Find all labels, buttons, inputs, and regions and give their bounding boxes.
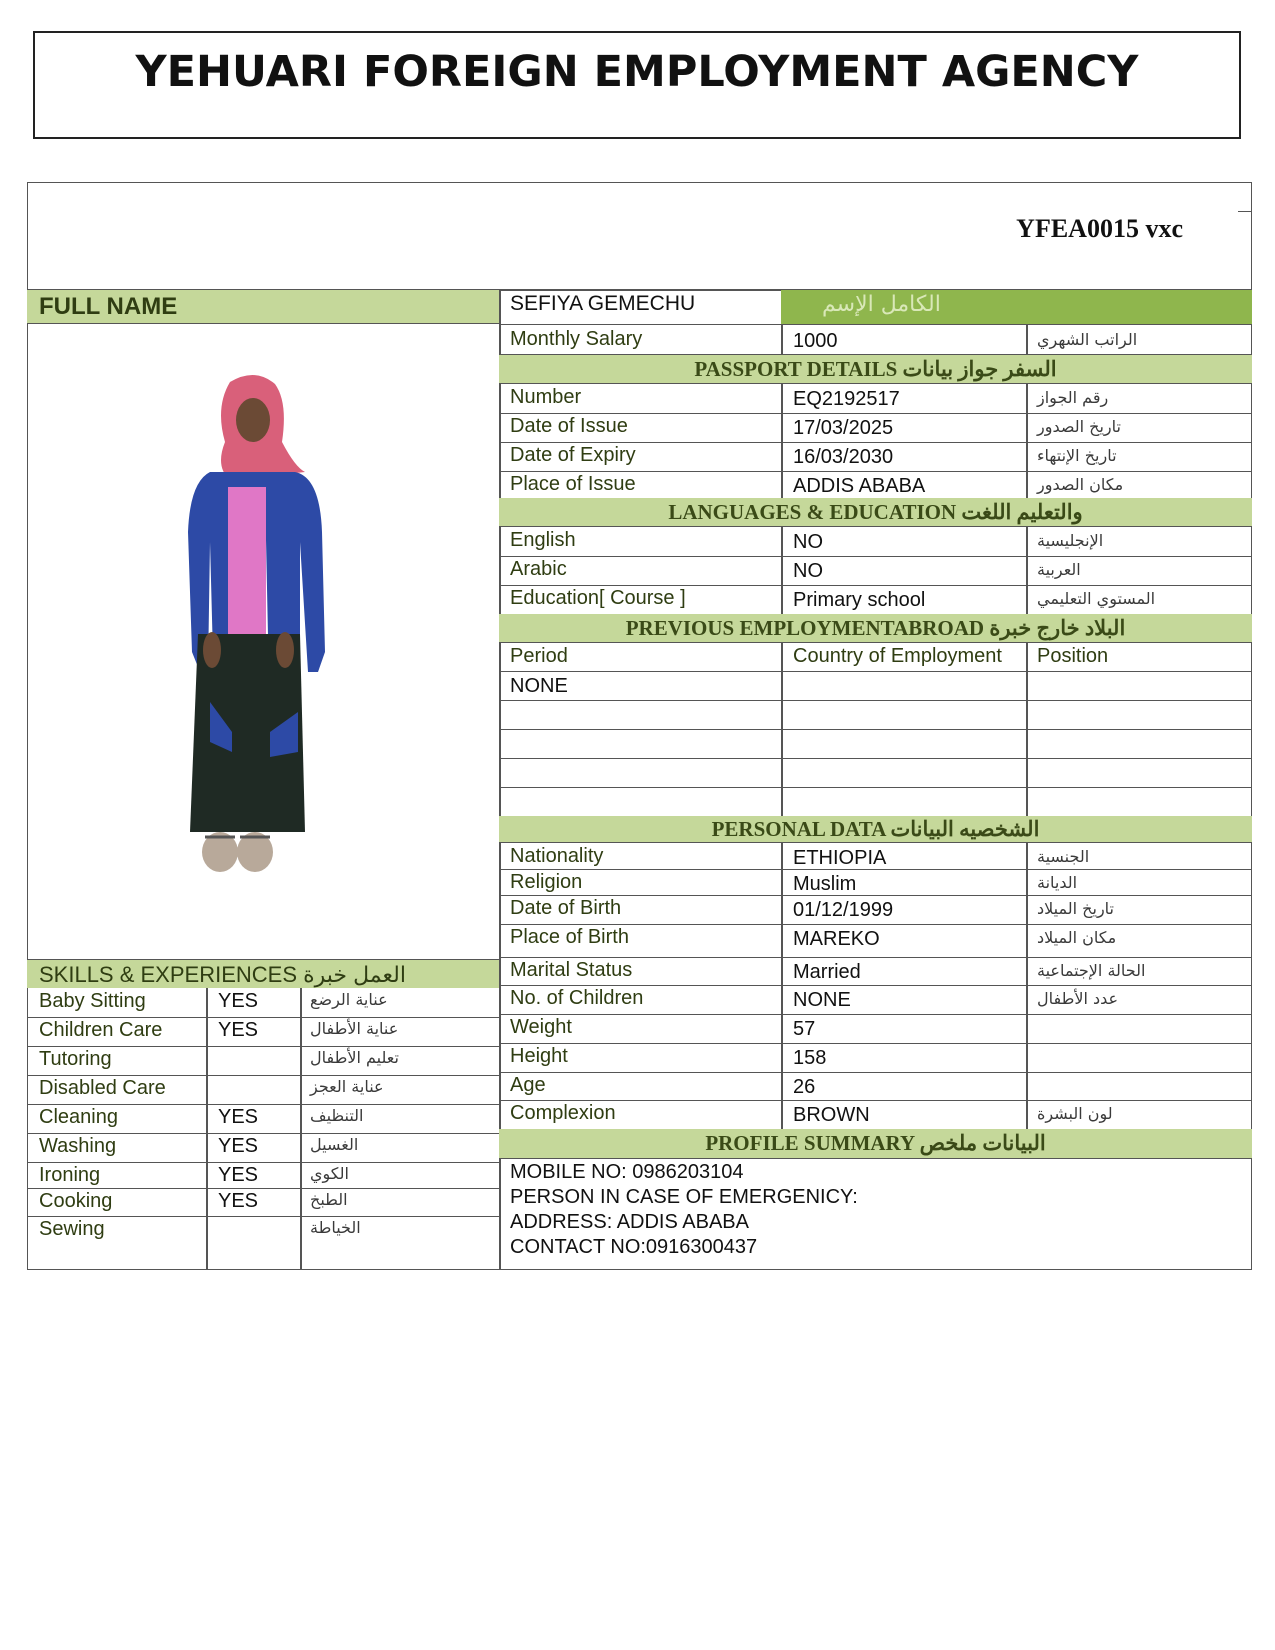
divider: [499, 383, 1252, 384]
divider: [1026, 957, 1028, 985]
personal-row-label: Date of Birth: [510, 897, 622, 919]
divider: [499, 526, 1252, 527]
divider: [1026, 442, 1028, 471]
passport-header: PASSPORT DETAILS السفر جواز بيانات: [499, 355, 1252, 383]
language-row-ar: المستوي التعليمي: [1037, 589, 1156, 608]
divider: [1026, 843, 1028, 869]
candidate-photo: [170, 372, 350, 920]
personal-row-ar: مكان الميلاد: [1037, 928, 1117, 947]
passport-row-value: ADDIS ABABA: [793, 475, 926, 497]
divider: [499, 585, 1252, 586]
personal-row-ar: الحالة الإجتماعية: [1037, 961, 1146, 980]
divider: [300, 988, 302, 1269]
divider: [781, 324, 783, 354]
skill-label: Ironing: [39, 1164, 101, 1186]
language-row-ar: الإنجليسية: [1037, 531, 1104, 550]
divider: [499, 842, 1252, 843]
language-row-value: NO: [793, 531, 823, 553]
skill-ar: الطبخ: [310, 1190, 348, 1209]
divider: [499, 1014, 1252, 1015]
divider: [499, 869, 1252, 870]
employment-cell: NONE: [510, 675, 568, 697]
passport-row-value: EQ2192517: [793, 388, 900, 410]
divider: [499, 671, 1252, 672]
divider: [499, 556, 1252, 557]
employment-header: PREVIOUS EMPLOYMENTABROAD البلاد خارج خبرة: [499, 614, 1252, 642]
divider: [1026, 729, 1028, 758]
divider: [1026, 1014, 1028, 1043]
skill-ar: الخياطة: [310, 1218, 361, 1237]
divider: [1026, 787, 1028, 816]
skill-value: YES: [218, 1135, 259, 1157]
full-name-header: [27, 290, 499, 324]
full-name-label: FULL NAME: [39, 293, 178, 320]
divider: [27, 1075, 499, 1076]
personal-row-value: BROWN: [793, 1104, 870, 1126]
divider: [781, 442, 783, 471]
divider: [499, 895, 1252, 896]
divider: [1026, 527, 1028, 556]
divider: [27, 1216, 499, 1217]
divider: [499, 985, 1252, 986]
divider: [499, 924, 1252, 925]
divider: [1026, 413, 1028, 442]
languages-header: LANGUAGES & EDUCATION والتعليم اللغت: [499, 498, 1252, 526]
divider: [1026, 924, 1028, 957]
divider: [1026, 1043, 1028, 1072]
divider: [781, 384, 783, 413]
divider: [1026, 1072, 1028, 1100]
divider: [27, 1162, 499, 1163]
skill-ar: عناية الأطفال: [310, 1019, 399, 1038]
skill-value: YES: [218, 1019, 259, 1041]
personal-header: PERSONAL DATA الشخصيه البيانات: [499, 816, 1252, 842]
personal-row-value: 01/12/1999: [793, 899, 894, 921]
divider: [781, 1043, 783, 1072]
divider: [499, 324, 1252, 325]
personal-row-value: ETHIOPIA: [793, 847, 887, 869]
summary-line: PERSON IN CASE OF EMERGENICY:: [510, 1186, 858, 1208]
personal-row-value: NONE: [793, 989, 851, 1011]
divider: [499, 957, 1252, 958]
personal-row-value: MAREKO: [793, 928, 880, 950]
divider: [781, 643, 783, 671]
personal-row-label: Complexion: [510, 1102, 616, 1124]
skill-ar: التنظيف: [310, 1106, 364, 1125]
agency-title: YEHUARI FOREIGN EMPLOYMENT AGENCY: [135, 47, 1139, 97]
skills-title: SKILLS & EXPERIENCES العمل خبرة: [39, 962, 406, 987]
passport-row-label: Date of Issue: [510, 415, 628, 437]
divider: [1026, 384, 1028, 413]
divider: [206, 988, 208, 1269]
divider: [1026, 643, 1028, 671]
skill-value: YES: [218, 990, 259, 1012]
divider: [499, 1158, 1252, 1159]
divider: [1026, 700, 1028, 729]
divider: [1026, 324, 1028, 354]
divider: [781, 957, 783, 985]
full-name-ar: الكامل الإسم: [822, 292, 941, 317]
passport-row-ar: مكان الصدور: [1037, 475, 1124, 494]
divider: [781, 671, 783, 700]
passport-row-value: 17/03/2025: [793, 417, 894, 439]
divider: [27, 1188, 499, 1189]
language-row-label: English: [510, 529, 576, 551]
language-row-ar: العربية: [1037, 560, 1081, 579]
skill-value: YES: [218, 1106, 259, 1128]
divider: [499, 787, 1252, 788]
language-row-label: Arabic: [510, 558, 567, 580]
personal-row-label: Marital Status: [510, 959, 633, 981]
skill-label: Tutoring: [39, 1048, 112, 1070]
personal-row-ar: لون البشرة: [1037, 1104, 1113, 1123]
skill-label: Disabled Care: [39, 1077, 166, 1099]
personal-row-value: Married: [793, 961, 861, 983]
divider: [781, 700, 783, 729]
employment-column-header: Position: [1037, 645, 1109, 667]
divider: [781, 527, 783, 556]
personal-row-label: Religion: [510, 871, 583, 893]
personal-row-value: 158: [793, 1047, 827, 1069]
language-row-value: NO: [793, 560, 823, 582]
passport-row-label: Place of Issue: [510, 473, 636, 495]
divider: [781, 869, 783, 895]
divider: [1026, 895, 1028, 924]
personal-row-label: No. of Children: [510, 987, 644, 1009]
skill-ar: الغسيل: [310, 1135, 359, 1154]
summary-line: CONTACT NO:0916300437: [510, 1236, 758, 1258]
skill-value: YES: [218, 1164, 259, 1186]
personal-row-label: Weight: [510, 1016, 572, 1038]
personal-row-value: 57: [793, 1018, 816, 1040]
divider: [1026, 471, 1028, 498]
full-name-value: SEFIYA GEMECHU: [510, 292, 696, 315]
divider: [1026, 758, 1028, 787]
passport-row-label: Number: [510, 386, 582, 408]
skill-ar: الكوي: [310, 1164, 349, 1183]
divider: [1026, 556, 1028, 585]
divider: [1026, 1100, 1028, 1129]
divider: [27, 1046, 499, 1047]
passport-row-value: 16/03/2030: [793, 446, 894, 468]
agency-header: [33, 31, 1241, 139]
divider: [781, 924, 783, 957]
divider: [781, 985, 783, 1014]
divider: [781, 787, 783, 816]
personal-row-value: Muslim: [793, 873, 857, 895]
divider: [781, 413, 783, 442]
passport-row-ar: رقم الجواز: [1037, 388, 1109, 407]
divider: [499, 442, 1252, 443]
reference-code: YFEA0015 vxc: [1016, 214, 1183, 243]
personal-row-label: Height: [510, 1045, 568, 1067]
divider: [499, 413, 1252, 414]
skill-label: Sewing: [39, 1218, 105, 1240]
skill-label: Cooking: [39, 1190, 113, 1212]
personal-row-label: Place of Birth: [510, 926, 629, 948]
divider: [27, 1017, 499, 1018]
divider: [781, 895, 783, 924]
divider: [781, 1014, 783, 1043]
skill-ar: عناية العجز: [310, 1077, 384, 1096]
divider: [499, 729, 1252, 730]
skill-label: Children Care: [39, 1019, 163, 1041]
language-row-label: Education[ Course ]: [510, 587, 686, 609]
salary-value: 1000: [793, 330, 838, 352]
divider: [781, 1072, 783, 1100]
passport-row-ar: تاريخ الإنتهاء: [1037, 446, 1117, 465]
divider: [499, 700, 1252, 701]
divider: [499, 289, 501, 1269]
divider: [781, 585, 783, 614]
divider: [499, 1072, 1252, 1073]
divider: [1026, 869, 1028, 895]
language-row-value: Primary school: [793, 589, 926, 611]
skills-header: [27, 960, 499, 988]
divider: [499, 1100, 1252, 1101]
skill-value: YES: [218, 1190, 259, 1212]
skill-label: Washing: [39, 1135, 117, 1157]
skill-ar: تعليم الأطفال: [310, 1048, 399, 1067]
salary-label: Monthly Salary: [510, 328, 643, 350]
summary-header: PROFILE SUMMARY البيانات ملخص: [499, 1129, 1252, 1158]
employment-column-header: Period: [510, 645, 568, 667]
skill-ar: عناية الرضع: [310, 990, 388, 1009]
divider: [499, 1043, 1252, 1044]
divider: [781, 843, 783, 869]
personal-row-label: Nationality: [510, 845, 604, 867]
skill-label: Cleaning: [39, 1106, 118, 1128]
divider: [1026, 671, 1028, 700]
summary-line: ADDRESS: ADDIS ABABA: [510, 1211, 749, 1233]
passport-row-label: Date of Expiry: [510, 444, 636, 466]
personal-row-label: Age: [510, 1074, 546, 1096]
divider: [781, 556, 783, 585]
divider: [1026, 985, 1028, 1014]
divider: [27, 1104, 499, 1105]
personal-row-value: 26: [793, 1076, 816, 1098]
passport-row-ar: تاريخ الصدور: [1037, 417, 1121, 436]
divider: [781, 1100, 783, 1129]
personal-row-ar: عدد الأطفال: [1037, 989, 1119, 1008]
divider: [499, 642, 1252, 643]
salary-ar: الراتب الشهري: [1037, 330, 1138, 349]
personal-row-ar: تاريخ الميلاد: [1037, 899, 1114, 918]
divider: [781, 471, 783, 498]
divider: [27, 1133, 499, 1134]
employment-column-header: Country of Employment: [793, 645, 1002, 667]
personal-row-ar: الديانة: [1037, 873, 1078, 892]
divider: [499, 471, 1252, 472]
personal-row-ar: الجنسية: [1037, 847, 1090, 866]
divider: [781, 758, 783, 787]
divider: [499, 758, 1252, 759]
divider: [781, 729, 783, 758]
skill-label: Baby Sitting: [39, 990, 146, 1012]
divider: [1026, 585, 1028, 614]
summary-line: MOBILE NO: 0986203104: [510, 1161, 744, 1183]
corner-tick: [1238, 211, 1252, 212]
